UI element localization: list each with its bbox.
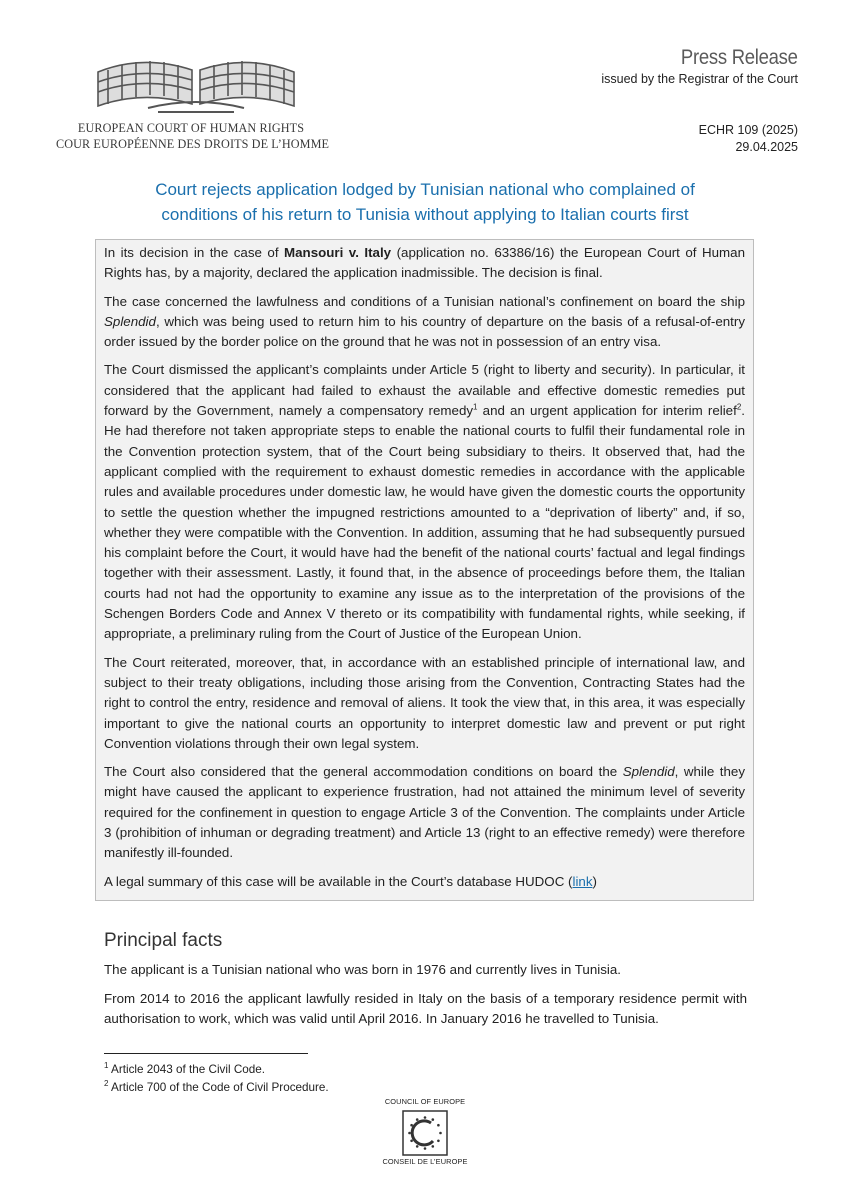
summary-paragraph (104, 762, 745, 863)
summary-paragraph (104, 292, 745, 353)
section-heading: Principal facts (104, 930, 223, 951)
summary-paragraph (104, 243, 745, 284)
hudoc-link[interactable]: link (572, 873, 593, 889)
text: . He had therefore not taken appropriate steps to enable the national courts to fulfil their fundamental role in the Convention protection system, that of the Court being subsidiary to theirs. It observed that, had the applicant complied with the requirement to exhaust domestic remedies in accordance with the applicable rules and available procedures under domestic law, he would have given the domestic courts the opportunity to settle the question whether the impugned restrictions amounted to a “deprivation of liberty” and, if so, whether they were compatible with the Convention. In addition, assuming that he had subsequently pursued his complaint before the Court, it would have had the benefit of the national courts’ factual and legal findings together with their assessment. Lastly, it found that, in the absence of proceedings before them, the Italian courts had not had the opportunity to examine any issue as to the interpretation of the provisions of the Schengen Borders Code and Annex V thereto or its compatibility with fundamental rights, while seeking, if appropriate, a preliminary ruling from the Court of Justice of the European Union. (104, 403, 745, 642)
summary-paragraph (104, 360, 745, 644)
council-of-europe-icon (402, 1110, 448, 1156)
body-paragraph: From 2014 to 2016 the applicant lawfully resided in Italy on the basis of a temporary residence permit with authorisation to work, which was valid until April 2016. In January 2016 he travelled to Tunisia. (104, 991, 747, 1027)
text: , which was being used to return him to his country of departure on the basis of a refusal-of-entry order issued by the border police on the ground that he was not in possession of an entry visa. (104, 313, 745, 350)
footnote-2 (104, 1081, 329, 1094)
ship-name: Splendid (622, 764, 675, 780)
case-name: Mansouri v. Italy (284, 245, 392, 260)
reference-block (699, 122, 798, 156)
court-building-icon (88, 50, 304, 114)
summary-paragraph: The Court reiterated, moreover, that, in accordance with an established principle of international law, and subject to their treaty obligations, including those arising from the Convention, Contracting States had the right to control the entry, residence and removal of aliens. It took the view that, in this area, it was especially important to give the national courts an opportunity to interpret domestic law and prevent or put right Convention violations through their own legal system. (104, 654, 745, 751)
text: In its decision in the case of (104, 245, 284, 260)
release-date: 29.04.2025 (735, 140, 798, 154)
footnote-ref-2[interactable]: 2 (736, 402, 742, 412)
ship-name: Splendid (104, 313, 156, 329)
council-name-fr: CONSEIL DE L’EUROPE (382, 1157, 468, 1166)
title-line-2: conditions of his return to Tunisia without applying to Italian courts first (161, 205, 689, 224)
text: The Court also considered that the general accommodation conditions on board the (104, 764, 623, 780)
text: ) (592, 873, 597, 889)
text: and an urgent application for interim relief (477, 403, 737, 419)
council-name-en: COUNCIL OF EUROPE (384, 1097, 466, 1106)
title-line-1: Court rejects application lodged by Tunisian national who complained of (155, 180, 695, 199)
text: Article 2043 of the Civil Code. (108, 1063, 266, 1076)
footnote-ref-1[interactable]: 1 (473, 402, 478, 412)
text: A legal summary of this case will be available in the Court’s database HUDOC ( (104, 873, 573, 889)
footnote-number: 1 (104, 1061, 109, 1071)
body-paragraph: The applicant is a Tunisian national who was born in 1976 and currently lives in Tunisia. (104, 962, 621, 977)
text: (application no. 63386/16) the European Court of Human Rights has, by a majority, declared the application inadmissible. The decision is final. (104, 245, 745, 281)
court-name-fr: COUR EUROPÉENNE DES DROITS DE L’HOMME (56, 137, 330, 151)
summary-box (95, 239, 754, 901)
page-title (100, 177, 750, 227)
summary-paragraph (104, 872, 745, 892)
text: The case concerned the lawfulness and conditions of a Tunisian national’s confinement on board the ship (104, 293, 745, 309)
issued-by: issued by the Registrar of the Court (601, 72, 798, 86)
footnote-divider (104, 1053, 308, 1054)
court-name-en: EUROPEAN COURT OF HUMAN RIGHTS (77, 121, 305, 135)
doc-type: Press Release (681, 46, 798, 69)
footnote-number: 2 (104, 1079, 109, 1089)
text: , while they might have caused the applicant to experience frustration, had not attained the minimum level of severity required for the confinement in question to engage Article 3 of the Convention. The complaints under Article 3 (prohibition of inhuman or degrading treatment) and Article 13 (right to an effective remedy) were therefore manifestly ill-founded. (104, 764, 745, 861)
footnote-1 (104, 1063, 265, 1076)
text: The Court dismissed the applicant’s complaints under Article 5 (right to liberty and security). In particular, it considered that the applicant had failed to exhaust the available and effective domestic remedies put forward by the Government, namely a compensatory remedy (104, 362, 745, 419)
reference-number: ECHR 109 (2025) (698, 123, 798, 137)
text: Article 700 of the Code of Civil Procedure. (108, 1081, 329, 1094)
